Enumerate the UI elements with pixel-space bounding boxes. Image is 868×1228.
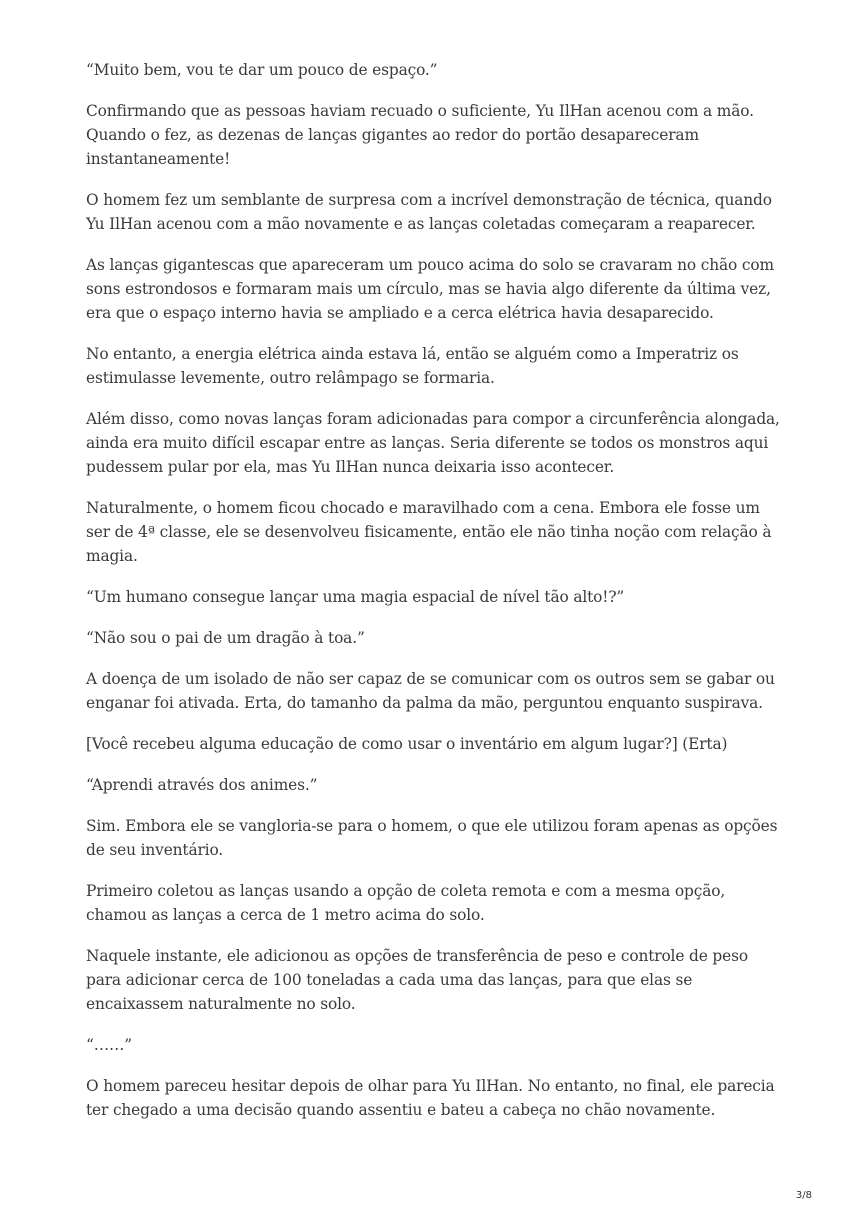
paragraph: O homem pareceu hesitar depois de olhar para Yu IlHan. No entanto, no final, ele parecia ter chegado a uma decisão quando assentiu e bateu a cabeça no chão novamente. <box>86 1077 775 1119</box>
paragraph: Naquele instante, ele adicionou as opções de transferência de peso e controle de peso para adicionar cerca de 100 toneladas a cada uma das lanças, para que elas se encaixassem naturalmente no solo. <box>86 947 748 1013</box>
paragraph: A doença de um isolado de não ser capaz de se comunicar com os outros sem se gabar ou enganar foi ativada. Erta, do tamanho da palma da mão, perguntou enquanto suspirava. <box>86 670 775 712</box>
paragraph: Confirmando que as pessoas haviam recuado o suficiente, Yu IlHan acenou com a mão. Quando o fez, as dezenas de lanças gigantes ao redor do portão desapareceram instantaneamente! <box>86 102 754 168</box>
paragraph: “Aprendi através dos animes.” <box>86 776 318 794</box>
paragraph: “Muito bem, vou te dar um pouco de espaço.” <box>86 61 438 79</box>
paragraph: Naturalmente, o homem ficou chocado e maravilhado com a cena. Embora ele fosse um ser de 4ª classe, ele se desenvolveu fisicamente, então ele não tinha noção com relação à magia. <box>86 499 772 565</box>
document-body <box>86 58 786 1139</box>
paragraph: As lanças gigantescas que apareceram um pouco acima do solo se cravaram no chão com sons estrondosos e formaram mais um círculo, mas se havia algo diferente da última vez, era que o espaço interno havia se ampliado e a cerca elétrica havia desaparecido. <box>86 256 774 322</box>
paragraph: [Você recebeu alguma educação de como usar o inventário em algum lugar?] (Erta) <box>86 735 728 753</box>
paragraph: Além disso, como novas lanças foram adicionadas para compor a circunferência alongada, ainda era muito difícil escapar entre as lanças. Seria diferente se todos os monstros aqui pudessem pular por ela, mas Yu IlHan nunca deixaria isso acontecer. <box>86 410 780 476</box>
paragraph: O homem fez um semblante de surpresa com a incrível demonstração de técnica, quando Yu IlHan acenou com a mão novamente e as lanças coletadas começaram a reaparecer. <box>86 191 772 233</box>
paragraph: “Não sou o pai de um dragão à toa.” <box>86 629 365 647</box>
paragraph: No entanto, a energia elétrica ainda estava lá, então se alguém como a Imperatriz os estimulasse levemente, outro relâmpago se formaria. <box>86 345 739 387</box>
page-number: 3/8 <box>795 1190 812 1201</box>
paragraph: “Um humano consegue lançar uma magia espacial de nível tão alto!?” <box>86 588 625 606</box>
paragraph: “……” <box>86 1036 132 1054</box>
paragraph: Sim. Embora ele se vangloria-se para o homem, o que ele utilizou foram apenas as opções de seu inventário. <box>86 817 778 859</box>
paragraph: Primeiro coletou as lanças usando a opção de coleta remota e com a mesma opção, chamou as lanças a cerca de 1 metro acima do solo. <box>86 882 726 924</box>
